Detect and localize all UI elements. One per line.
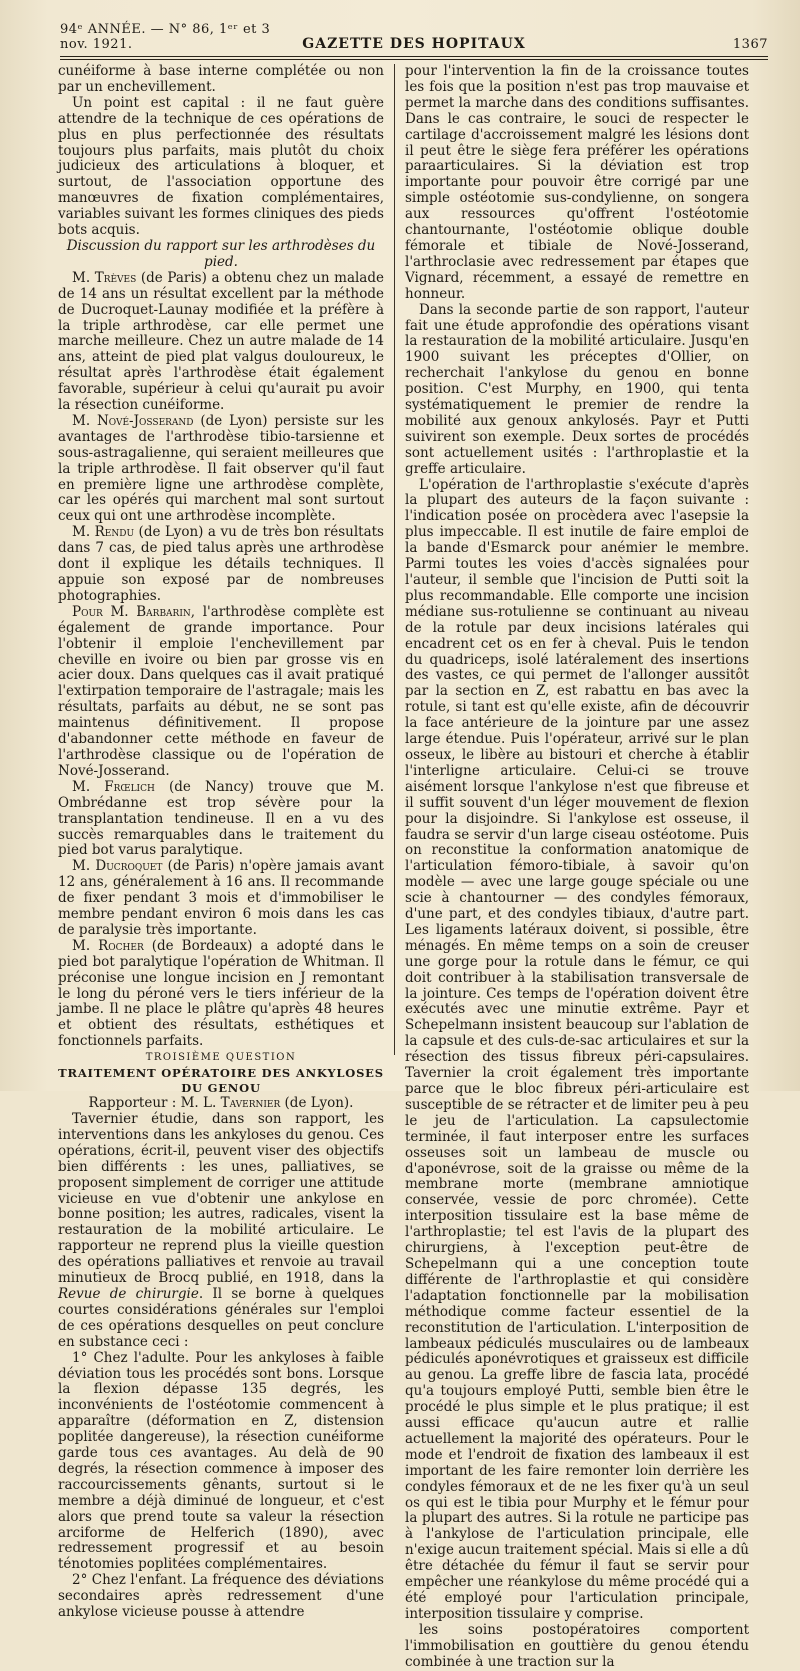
journal-citation: Revue de chirurgie [58, 1285, 199, 1302]
paragraph-text: (de Paris) n'opère jamais avant 12 ans, généralement à 16 ans. Il recommande de fixer pendant 3 mois et d'immobiliser le membre pendant environ 6 mois dans les cas de paralysie très importante. [58, 858, 384, 938]
paragraph: cunéiforme à base interne complétée ou non par un enchevillement. [58, 63, 384, 95]
paragraph-tavernier [58, 1112, 384, 1351]
journal-title: GAZETTE DES HOPITAUX [302, 36, 526, 52]
paragraph: L'opération de l'arthroplastie s'exécute d'après la plupart des auteurs de la façon suivante : l'indication posée on procèdera avec l'asepsie la plus impeccable. Il est inutile de faire emploi de la bande d'Esmarck pour anémier le membre. Parmi toutes les voies d'accès signalées pour l'auteur, il semble que l'incision de Putti soit la plus recommandable. Elle comporte une incision médiane sus-rotulienne se continuant au niveau de la rotule par deux incisions latérales qui encadrent cet os en fer à cheval. Puis le tendon du quadriceps, isolé latéralement des insertions des vastes, ce qui permet de l'allonger aussitôt par la section en Z, est rabattu en bas avec la rotule, si tant est qu'elle existe, afin de découvrir la face antérieure de la jointure par une assez large étendue. Puis l'opérateur, arrivé sur le plan osseux, le libère au bistouri et cherche à établir l'interligne articulaire. Celui-ci se trouve aisément lorsque l'ankylose n'est que fibreuse et il suffit souvent d'un léger mouvement de flexion pour la disjoindre. Si l'ankylose est osseuse, il faudra se servir d'un large ciseau ostéotome. Puis on reconstitue la conformation anatomique de l'articulation fémoro-tibiale, à savoir qu'on modèle — avec une large gouge spéciale ou une scie à chantourner — des condyles fémoraux, d'une part, et des condyles tibiaux, d'autre part. Les ligaments latéraux doivent, si possible, être ménagés. En même temps on a soin de creuser une gorge pour la rotule dans le fémur, ce qui doit contribuer à la stabilisation transversale de la jointure. Ces temps de l'opération doivent être exécutés avec une minutie extrême. Payr et Schepelmann insistent beaucoup sur l'ablation de la capsule et des culs-de-sac articulaires et sur la résection des tissus fibreux péri-capsulaires. Tavernier la croit également très importante parce que le bloc fibreux péri-articulaire est susceptible de se rétracter et de limiter peu à peu le jeu de l'articulation. La capsulectomie terminée, il faut interposer entre les surfaces osseuses soit un lambeau de muscle ou d'aponévrose, soit de la graisse ou même de la membrane morte (membrane amniotique conservée, vessie de porc chromée). Cette interposition tissulaire est la base même de l'arthroplastie; tel est l'avis de la plupart des chirurgiens, à l'exception peut-être de Schepelmann qui a une conception toute différente de l'arthroplastie et qui considère l'adaptation fonctionnelle par la mobilisation méthodique comme facteur essentiel de la reconstitution de l'articulation. L'interposition de lambeaux pédiculés musculaires ou de lambeaux pédiculés aponévrotiques et graisseux est difficile au genou. La greffe libre de fascia lata, procédé qu'a toujours employé Putti, semble bien être le procédé le plus simple et le plus pratique; il est aussi efficace qu'aucun autre et rallie actuellement la majorité des opérateurs. Pour le mode et l'endroit de fixation des lambeaux il est important de les faire remonter loin derrière les condyles fémoraux et de ne les fixer qu'à un seul os qui est le tibia pour Murphy et le fémur pour la plupart des autres. Si la rotule ne participe pas à l'ankylose de l'articulation principale, elle n'exige aucun traitement spécial. Mais si elle a dû être détachée du fémur il faut se servir pour empêcher une réankylose du même procédé qui a été employé pour l'articulation principale, interposition tissulaire y comprise. [405, 476, 750, 1622]
paragraph-text: (de Paris) a obtenu chez un malade de 14 ans un résultat excellent par la méthode de Ducroquet-Launay modifiée et la préfère à la triple arthrodèse, car elle permet une marche meilleure. Chez un autre malade de 14 ans, atteint de pied plat valgus douloureux, le résultat après l'arthrodèse était également favorable, supérieur à celui qu'aurait pu avoir la résection cunéiforme. [58, 269, 384, 414]
paragraph-rendu [58, 525, 384, 605]
paragraph-adult: 1° Chez l'adulte. Pour les ankyloses à faible déviation tous les procédés sont bons. Lorsque la flexion dépasse 135 degrés, les inconvénients de l'ostéotomie commencent à apparaître (déformation en Z, distension poplitée dangereuse), la résection cunéiforme garde tous ces avantages. Au delà de 90 degrés, la résection commence à imposer des raccourcissements gênants, surtout si le membre a déjà diminué de longueur, et c'est alors que prend toute sa valeur la résection arciforme de Helferich (1890), avec redressement progressif et au besoin ténotomies poplitées complémentaires. [58, 1349, 384, 1573]
paragraph: pour l'intervention la fin de la croissance toutes les fois que la position n'est pas trop mauvaise et permet la marche dans des conditions suffisantes. Dans le cas contraire, le souci de respecter le cartilage d'accroissement malgré les lésions dont il peut être le siège fera préférer les opérations paraarticulaires. Si la déviation est trop importante pour pouvoir être corrigé par une simple ostéotomie sus-condylienne, on songera aux ressources qu'offrent l'ostéotomie chantournante, l'ostéotomie oblique double fémorale et tibiale de Nové-Josserand, l'arthroclasie avec redressement par étapes que Vignard, récemment, a essayé de remettre en honneur. [405, 63, 749, 302]
speaker-name: M. Nové-Josserand [72, 412, 194, 429]
rapporteur-line [58, 1096, 384, 1112]
page-number: 1367 [732, 37, 768, 52]
paragraph-text: Tavernier étudie, dans son rapport, les interventions dans les ankyloses du genou. Ces opérations, écrit-il, peuvent viser des objectifs bien différents : les unes, palliatives, se proposent simplement de corriger une attitude vicieuse en vue d'obtenir une ankylose en bonne position; les autres, radicales, visent la restauration de la mobilité articulaire. Le rapporteur ne reprend plus la vieille question des opérations palliatives et renvoie au travail minutieux de Brocq publié, en 1918, dans la [58, 1111, 384, 1287]
paragraph-nove-josserand [58, 414, 384, 525]
paragraph-text: (de Lyon) persiste sur les avantages de l'arthrodèse tibio-tarsienne et sous-astragalienne, qui seraient meilleures que la triple arthrodèse. Il fait observer qu'il faut en première ligne une arthrodèse complète, car les opérés qui marchent mal sont surtout ceux qui ont une arthrodèse incomplète. [58, 412, 385, 525]
paragraph: les soins postopératoires comportent l'immobilisation en gouttière du genou étendu combinée à une traction sur la [405, 1621, 749, 1670]
header-rule [60, 56, 768, 60]
paragraph-child: 2° Chez l'enfant. La fréquence des déviations secondaires après redressement d'une ankylose vicieuse pousse à attendre [58, 1572, 384, 1621]
question-heading: TROISIÈME QUESTION [145, 1052, 297, 1064]
paragraph-ducroquet [58, 859, 384, 939]
left-column [58, 63, 385, 1621]
paragraph-text: (de Bordeaux) a adopté dans le pied bot paralytique l'opération de Whitman. Il préconise une longue incision en J remontant le long du péroné vers le tiers inférieur de la jambe. Il ne place le plâtre qu'après 48 heures et obtient des résultats, esthétiques et fonctionnels parfaits. [58, 937, 384, 1050]
paragraph: Un point est capital : il ne faut guère attendre de la technique de ces opérations de plus en plus perfectionnée des résultats toujours plus parfaits, mais plutôt du choix judicieux des articulations à bloquer, et surtout, de l'association opportune des manœuvres de fixation complémentaires, variables suivant les formes cliniques des pieds bots acquis. [58, 94, 384, 239]
column-divider [394, 64, 395, 1055]
paragraph-text: (de Lyon) a vu de très bon résultats dans 7 cas, de pied talus après une arthrodèse dont il explique les détails techniques. Il appuie son exposé par de nombreuses photographies. [58, 524, 384, 604]
rapporteur-prefix: Rapporteur : M. [88, 1095, 204, 1112]
discussion-heading: Discussion du rapport sur les arthrodèses du pied. [66, 237, 376, 270]
speaker-name: M. Frœlich [72, 778, 155, 795]
paragraph-barbarin [58, 605, 384, 780]
page-header [60, 18, 768, 52]
rapporteur-suffix: (de Lyon). [280, 1095, 354, 1112]
speaker-name: M. Trèves [72, 269, 137, 286]
section-heading: TRAITEMENT OPÉRATOIRE DES ANKYLOSES DU GENOU [58, 1066, 384, 1096]
rapporteur-name: L. Tavernier [203, 1095, 281, 1112]
speaker-name: Pour M. Barbarin [72, 603, 191, 620]
paragraph-rocher [58, 939, 384, 1050]
paragraph-text: . Il se borne à quelques courtes considérations générales sur l'emploi de ces opérations desquelles on peut conclure en substance ceci : [58, 1285, 384, 1350]
speaker-name: M. Ducroquet [72, 858, 163, 875]
paragraph-froelich [58, 780, 384, 860]
speaker-name: M. Rendu [72, 524, 135, 541]
paragraph: Dans la seconde partie de son rapport, l'auteur fait une étude approfondie des opérations visant la restauration de la mobilité articulaire. Jusqu'en 1900 suivant les préceptes d'Ollier, on recherchait l'ankylose du genou en bonne position. C'est Murphy, en 1900, qui tenta systématiquement le premier de rendre la mobilité aux genoux ankylosés. Payr et Putti suivirent son exemple. Deux sortes de procédés sont actuellement usités : l'arthroplastie et la greffe articulaire. [405, 301, 749, 477]
right-column [405, 63, 750, 1670]
paragraph-text: , l'arthrodèse complète est également de grande importance. Pour l'obtenir il emploie l'enchevillement par cheville en ivoire ou bien par grosse vis en acier doux. Dans quelques cas il avait pratiqué l'extirpation temporaire de l'astragale; mais les résultats, parfaits au début, ne se sont pas maintenus définitivement. Il propose d'abandonner cette méthode en faveur de l'arthrodèse classique ou de l'opération de Nové-Josserand. [58, 603, 384, 779]
paragraph-text: (de Nancy) trouve que M. Ombrédanne est trop sévère pour la transplantation tendineuse. Il en a vu des succès remarquables dans le traitement du pied bot varus paralytique. [58, 778, 384, 859]
speaker-name: M. Rocher [72, 937, 144, 954]
issue-info: 94ᵉ ANNÉE. — N° 86, 1ᵉʳ et 3 nov. 1921. [60, 22, 271, 52]
paragraph-treves [58, 271, 384, 414]
